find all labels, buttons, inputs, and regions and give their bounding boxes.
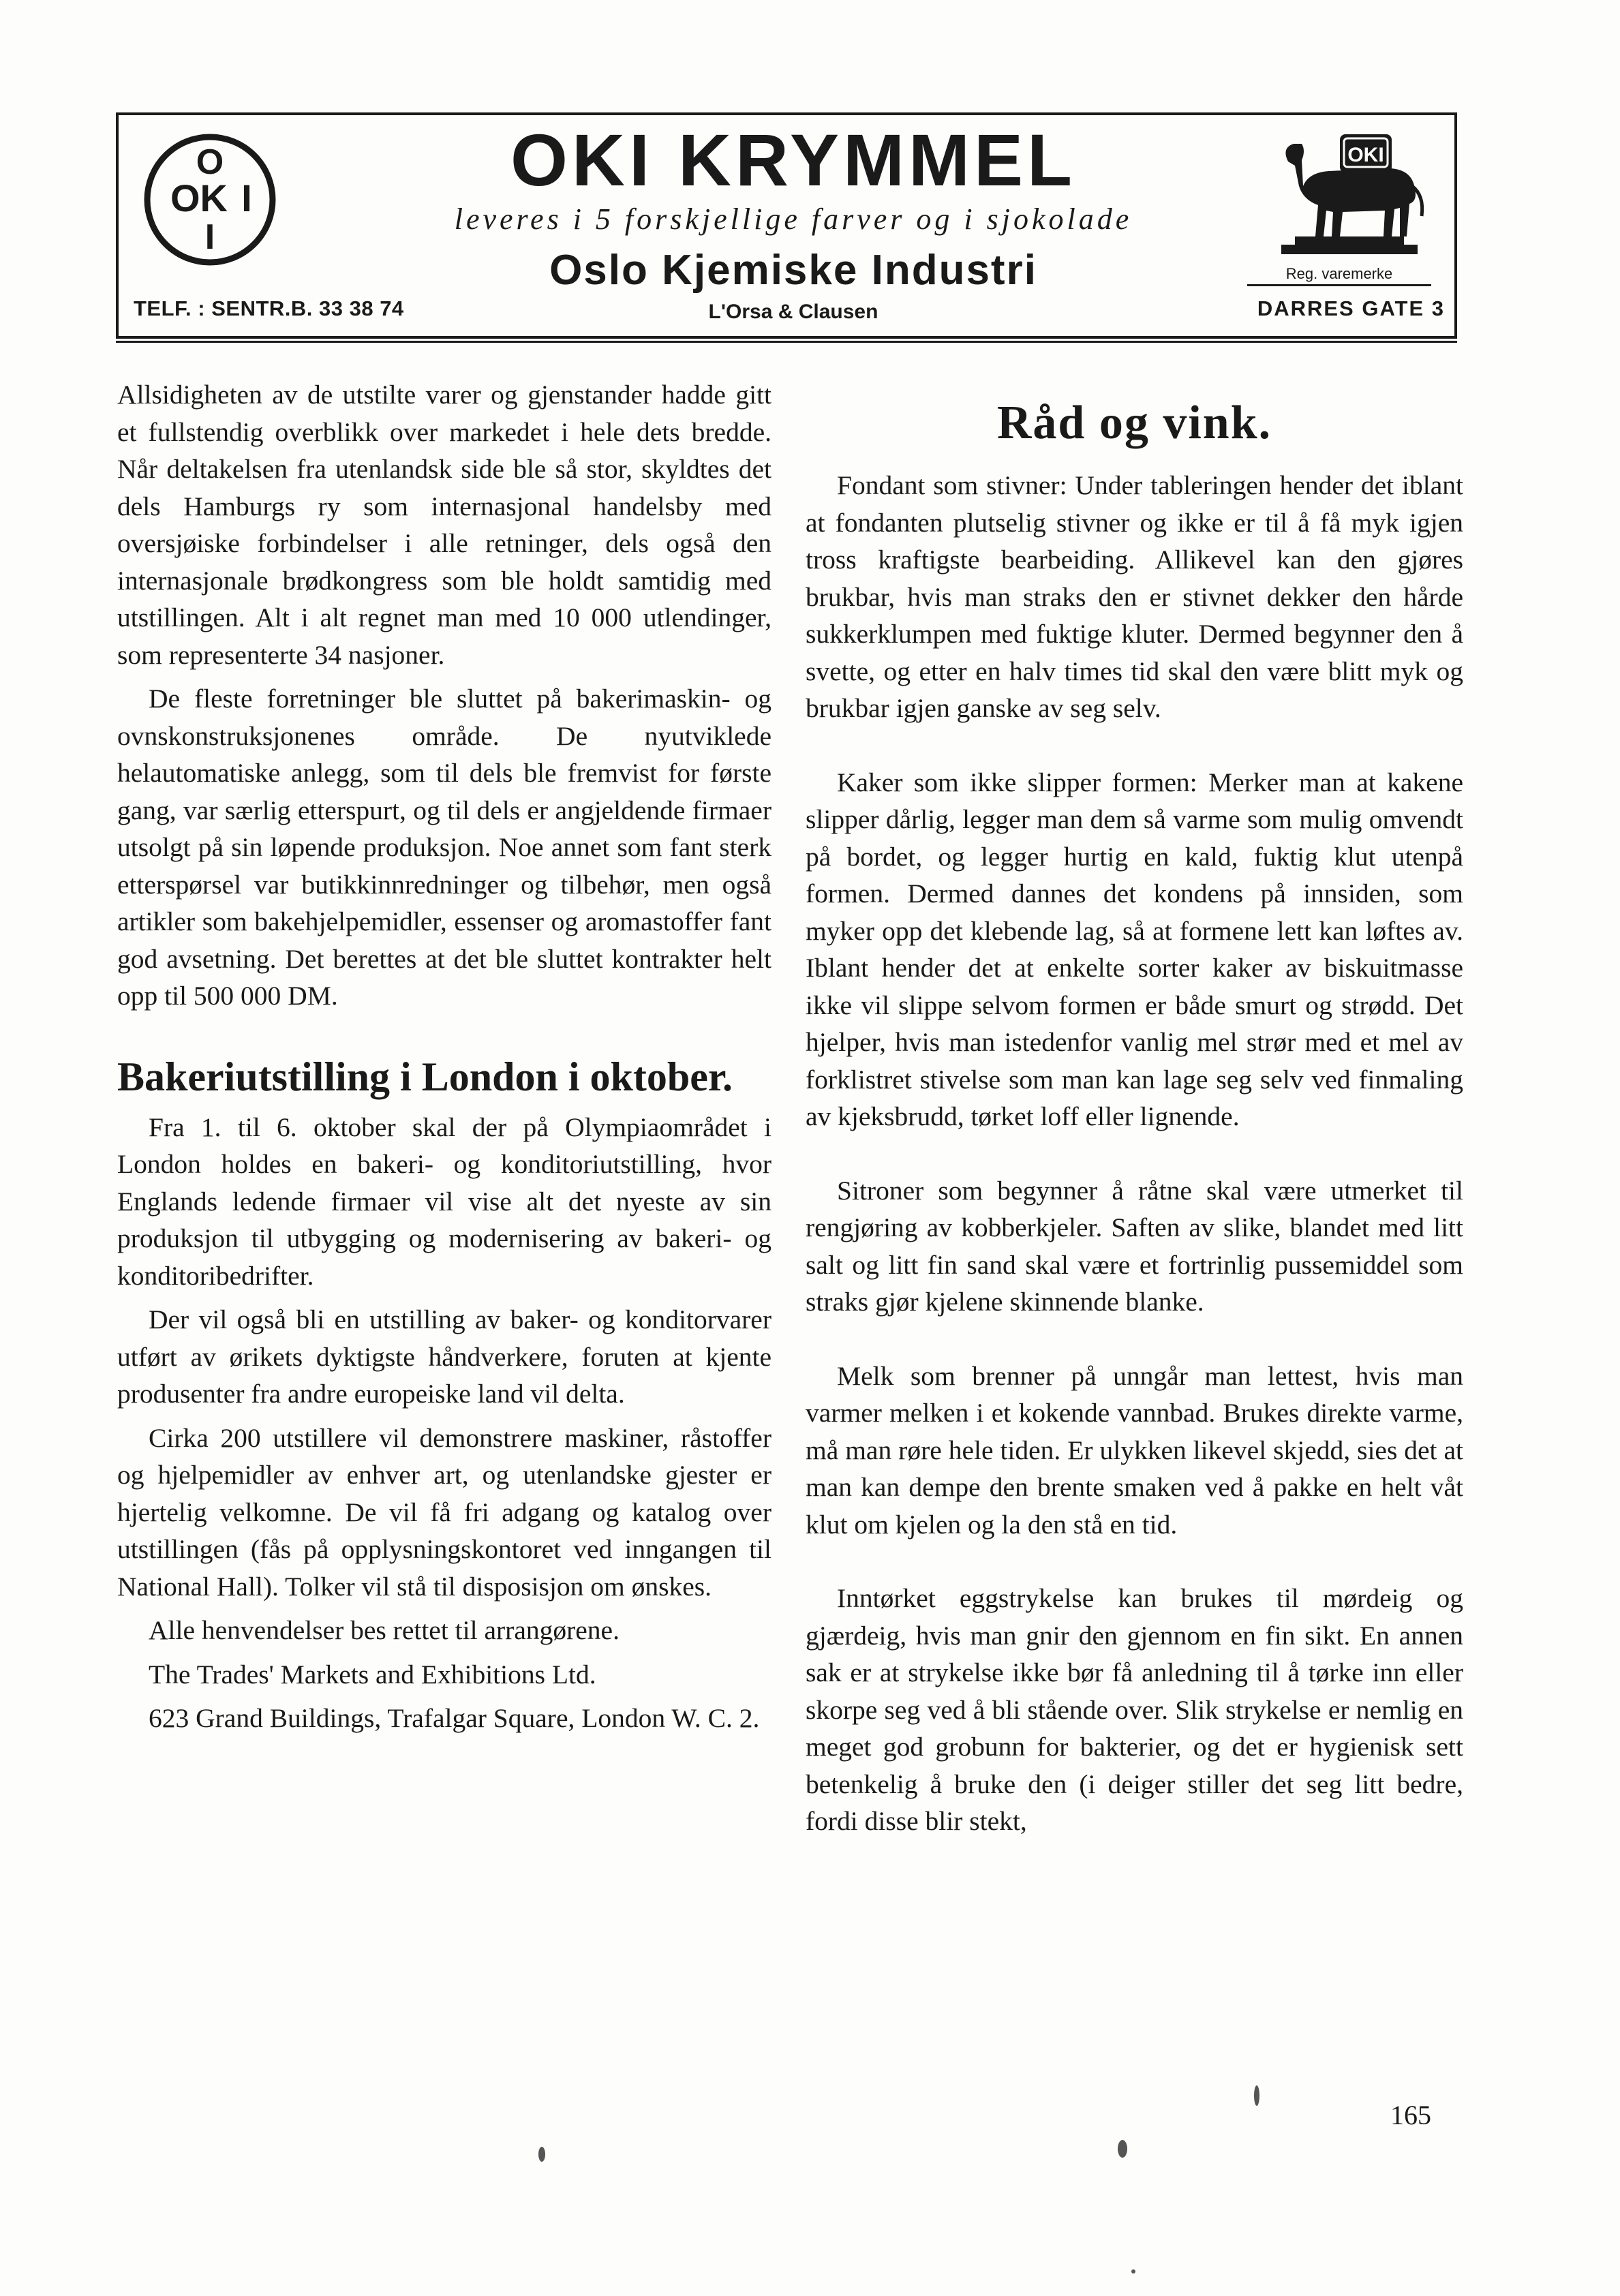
oki-advertisement bbox=[116, 112, 1457, 339]
page-number: 165 bbox=[1390, 2100, 1431, 2130]
right-column bbox=[806, 376, 1463, 1840]
london-exhibition-heading: Bakeriutstilling i London i oktober. bbox=[117, 1054, 733, 1099]
london-paragraph: Fra 1. til 6. oktober skal der på Olympiaområdet i London holdes en bakeri- og konditoriutstilling, hvor Englands ledende firmaer vil vise alt det nyeste av sin produksjon til utbygging og modernisering av bakeri- og konditoribedrifter. bbox=[117, 1112, 771, 1291]
ad-company-name: Oslo Kjemiske Industri bbox=[549, 247, 1037, 294]
trademark-note: Reg. varemerke bbox=[1247, 265, 1431, 286]
london-contact-line: Alle henvendelser bes rettet til arrangørene. bbox=[149, 1615, 620, 1645]
tip-paragraph: Kaker som ikke slipper formen: Merker man at kakene slipper dårlig, legger man dem så varme som mulig omvendt på bordet, og legger hurtig en kald, fuktig klut utenpå formen. Dermed dannes det kondens på innsiden, som myker opp det klebende lag, så at formene lett kan løftes av. Iblant hender det at enkelte sorter kaker av biskuitmasse ikke vil slippe selvom formen er både smurt og strødd. Det hjelper, hvis man istedenfor vanlig mel strør med et mel av forklistret stivelse som man kan lage seg selv ved finmaling av kjeksbrudd, tørket loff eller lignende. bbox=[806, 767, 1463, 1131]
logo-letter-bottom: I bbox=[204, 217, 215, 257]
tips-heading: Råd og vink. bbox=[996, 397, 1272, 449]
article-paragraph: Allsidigheten av de utstilte varer og gjenstander hadde gitt et fullstendig overblikk over markedet i hele dets bredde. Når deltakelsen fra utenlandsk side ble så stor, skyldtes det dels Hamburgs ry som internasjonal handelsby med oversjøiske forbindelser i alle retninger, dels også den internasjonale brødkongress som ble holdt samtidig med utstillingen. Alt i alt regnet man med 10 000 utlendinger, som representerte 34 nasjoner. bbox=[117, 380, 771, 670]
ad-top-rule bbox=[116, 112, 1457, 115]
logo-letter-top: O bbox=[196, 142, 224, 182]
tip-paragraph: Inntørket eggstrykelse kan brukes til mørdeig og gjærdeig, hvis man gnir den gjennom en fin sikt. En annen sak er at strykelse ikke bør få anledning til å tørke inn eller skorpe seg ved å bli stående over. Slik strykelse er nemlig en meget god grobunn for bakterier, og det er hygienisk sett betenkelig å bruke den (i deiger stiller det seg litt bedre, fordi disse blir stekt, bbox=[806, 1583, 1463, 1836]
ad-company-owners: L'Orsa & Clausen bbox=[708, 301, 878, 323]
london-paragraph: Cirka 200 utstillere vil demonstrere maskiner, råstoffer og hjelpemidler av enhver art, og utenlandske gjester er hjertelig velkomne. De vil få fri adgang og katalog over utstillingen (fås på opplysningskontoret ved inngangen til National Hall). Tolker vil stå til disposisjon om ønskes. bbox=[117, 1422, 771, 1602]
camel-trademark-icon bbox=[1261, 121, 1431, 264]
london-contact-line: 623 Grand Buildings, Trafalgar Square, London W. C. 2. bbox=[149, 1703, 760, 1733]
oki-circle-logo-icon bbox=[142, 132, 278, 268]
ad-tagline: leveres i 5 forskjellige farver og i sjokolade bbox=[454, 202, 1133, 236]
article-paragraph: De fleste forretninger ble sluttet på bakerimaskin- og ovnskonstruksjonenes område. De nyutviklede helautomatiske anlegg, som til dels ble fremvist for første gang, var særlig etterspurt, og til dels er angjeldende firmaer utsolgt på sin løpende produksjon. Noe annet som fant sterk etterspørsel var butikkinnredninger og tilbehør, men også artikler som bakehjelpemidler, essenser og aromastoffer fant god avsetning. Det berettes at det ble sluttet kontrakter helt opp til 500 000 DM. bbox=[117, 684, 771, 1011]
tip-paragraph: Sitroner som begynner å råtne skal være utmerket til rengjøring av kobberkjeler. Saften av slike, blandet med litt salt og litt fin sand skal være et fortrinlig pussemiddel som straks gjør kjelene skinnende blanke. bbox=[806, 1175, 1463, 1317]
logo-letter-middle: OK bbox=[170, 177, 228, 219]
london-paragraph: Der vil også bli en utstilling av baker- og konditorvarer utført av ørikets dyktigste håndverkere, foruten at kjente produsenter fra andre europeiske land vil delta. bbox=[117, 1304, 771, 1409]
london-contact-line: The Trades' Markets and Exhibitions Ltd. bbox=[149, 1659, 596, 1689]
tip-paragraph: Fondant som stivner: Under tableringen hender det iblant at fondanten plutselig stivner og ikke er til å få myk igjen tross kraftigste bearbeiding. Allikevel kan den gjøres brukbar, hvis man straks den er stivnet dekker den hårde sukkerklumpen med fuktige kluter. Dermed begynner den å svette, og etter en halv times tid skal den være blitt myk og brukbar igjen ganske av seg selv. bbox=[806, 470, 1463, 723]
camel-badge-text: OKI bbox=[1347, 144, 1384, 166]
logo-letter-right: I bbox=[241, 177, 252, 219]
tip-paragraph: Melk som brenner på unngår man lettest, hvis man varmer melken i et kokende vannbad. Brukes direkte varme, må man røre hele tiden. Er ulykken likevel skjedd, sies det at man kan dempe den brente smaken ved å pakke en helt våt klut om kjelen og la den stå en tid. bbox=[806, 1360, 1463, 1540]
scan-speck bbox=[538, 2147, 545, 2162]
ad-bottom-rule bbox=[116, 341, 1457, 343]
left-column bbox=[117, 376, 771, 1737]
telephone-number: TELF. : SENTR.B. 33 38 74 bbox=[134, 296, 404, 320]
scan-speck bbox=[1118, 2140, 1127, 2158]
ad-title: OKI KRYMMEL bbox=[510, 119, 1076, 201]
scan-speck bbox=[1254, 2085, 1259, 2106]
street-address: DARRES GATE 3 bbox=[1257, 296, 1445, 320]
scan-speck bbox=[1131, 2269, 1135, 2274]
